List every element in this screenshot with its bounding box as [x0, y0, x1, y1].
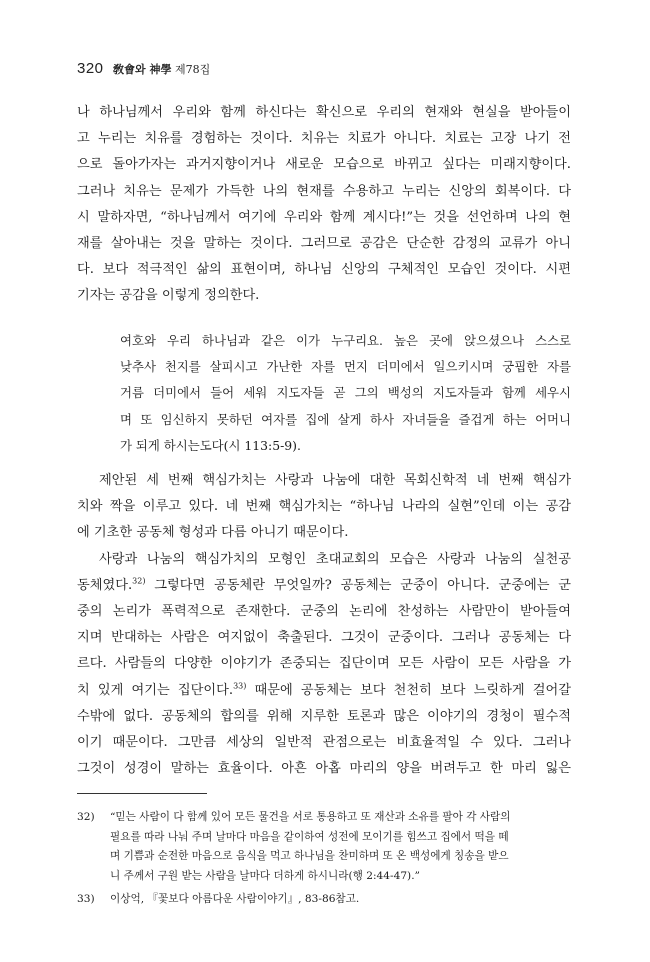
text-line: [77, 573, 571, 599]
text-line: 수밖에 없다. 공동체의 합의를 위해 지루한 토론과 많은 이야기의 경청이 필수적: [77, 708, 571, 724]
text-line: 제안된 세 번째 핵심가치는 사랑과 나눔에 대한 목회신학적 네 번째 핵심가: [99, 473, 571, 488]
text-line: 나 하나님께서 우리와 함께 하신다는 확신으로 우리의 현재와 현실을 받아들이: [77, 105, 571, 120]
footnote-33: [77, 890, 571, 910]
running-header: [77, 60, 210, 77]
text-line: 사랑과 나눔의 핵심가치의 모형인 초대교회의 모습은 사랑과 나눔의 실천공: [99, 551, 571, 567]
footnote-ref-33[interactable]: 33): [233, 681, 247, 691]
journal-title: 敎會와 神學: [113, 63, 172, 76]
text-line: 중의 논리가 폭력적으로 존재한다. 군중의 논리에 찬성하는 사람만이 받아들여: [77, 603, 571, 619]
text-line: 기자는 공감을 이렇게 정의한다.: [77, 288, 260, 304]
text-segment: 동체였다.: [77, 577, 133, 593]
text-segment: 그렇다면 공동체란 무엇일까? 공동체는 군중이 아니다. 군중에는 군: [145, 577, 571, 593]
paragraphs-2-3: [77, 468, 571, 782]
footnote-text: 필요를 따라 나눠 주며 날마다 마음을 같이하여 성전에 모이기를 힘쓰고 집에서 떡을 떼: [110, 830, 509, 843]
footnote-text: “믿는 사람이 다 함께 있어 모든 물건을 서로 통용하고 또 재산과 소유를 팔아 각 사람의: [110, 811, 511, 823]
footnotes: [77, 808, 571, 910]
text-line: 에 기초한 공동체 형성과 다름 아니기 때문이다.: [77, 525, 349, 541]
text-line: 이기 때문이다. 그만큼 세상의 일반적 관점으로는 비효율적일 수 있다. 그러나: [77, 734, 571, 750]
footnote-number: 33): [77, 893, 95, 905]
text-line: 으로 돌아가자는 과거지향이거나 새로운 모습으로 바뀌고 싶다는 미래지향이다.: [77, 157, 571, 173]
text-line: 시 말하자면, “하나님께서 여기에 우리와 함께 계시다!”는 것을 선언하며 나의 현: [77, 209, 571, 225]
text-segment: 때문에 공동체는 보다 천천히 보다 느릿하게 걸어갈: [246, 682, 571, 698]
quote-line: 거름 더미에서 들어 세워 지도자들 곧 그의 백성의 지도자들과 함께 세우시: [120, 385, 571, 401]
text-line: 고 누리는 치유를 경험하는 것이다. 치유는 치료가 아니다. 치료는 고장 나기 전: [77, 131, 571, 147]
quote-line: 낮추사 천지를 살피시고 가난한 자를 먼지 더미에서 일으키시며 궁핍한 자를: [120, 359, 571, 375]
text-line: [77, 678, 571, 704]
text-line: 그것이 성경이 말하는 효율이다. 아흔 아홉 마리의 양을 버려두고 한 마리 잃은: [77, 761, 571, 777]
footnote-text: 이상억, 『꽃보다 아름다운 사람이야기』, 83-86참고.: [110, 893, 360, 905]
footnote-text: 며 기쁨과 순전한 마음으로 음식을 먹고 하나님을 찬미하며 또 온 백성에게 칭송을 받으: [110, 850, 509, 862]
quote-line: 가 되게 하시는도다(시 113:5-9).: [120, 437, 301, 453]
text-line: 그러나 치유는 문제가 가득한 나의 현재를 수용하고 누리는 신앙의 회복이다. 다: [77, 183, 571, 199]
footnote-number: 32): [77, 811, 95, 823]
page-number: 320: [77, 60, 104, 77]
paragraph-1: [77, 100, 571, 310]
quote-line: 며 또 임신하지 못하던 여자를 집에 살게 하사 자녀들을 즐겁게 하는 어머니: [120, 411, 571, 427]
issue-number: 제78집: [175, 63, 211, 76]
text-line: 치와 짝을 이루고 있다. 네 번째 핵심가치는 “하나님 나라의 실현”인데 이는 공감: [77, 499, 571, 515]
text-line: 지며 반대하는 사람은 여지없이 축출된다. 그것이 군중이다. 그러나 공동체는 다: [77, 630, 571, 646]
footnote-divider: [77, 793, 207, 794]
text-line: 재를 살아내는 것을 말하는 것이다. 그러므로 공감은 단순한 감정의 교류가 아니: [77, 235, 571, 251]
footnote-ref-32[interactable]: 32): [132, 576, 146, 586]
text-line: 르다. 사람들의 다양한 이야기가 존중되는 집단이며 모든 사람이 모든 사람을 가: [77, 656, 571, 672]
footnote-text: 니 주께서 구원 받는 사람을 날마다 더하게 하시니라(행 2:44-47).”: [110, 869, 420, 882]
text-segment: 치 있게 여기는 집단이다.: [77, 682, 234, 698]
text-line: 다. 보다 적극적인 삶의 표현이며, 하나님 신앙의 구체적인 모습인 것이다. 시편: [77, 262, 571, 278]
quote-line: 여호와 우리 하나님과 같은 이가 누구리요. 높은 곳에 앉으셨으나 스스로: [120, 333, 571, 348]
scripture-quote: [120, 328, 571, 459]
footnote-32: [77, 808, 571, 828]
